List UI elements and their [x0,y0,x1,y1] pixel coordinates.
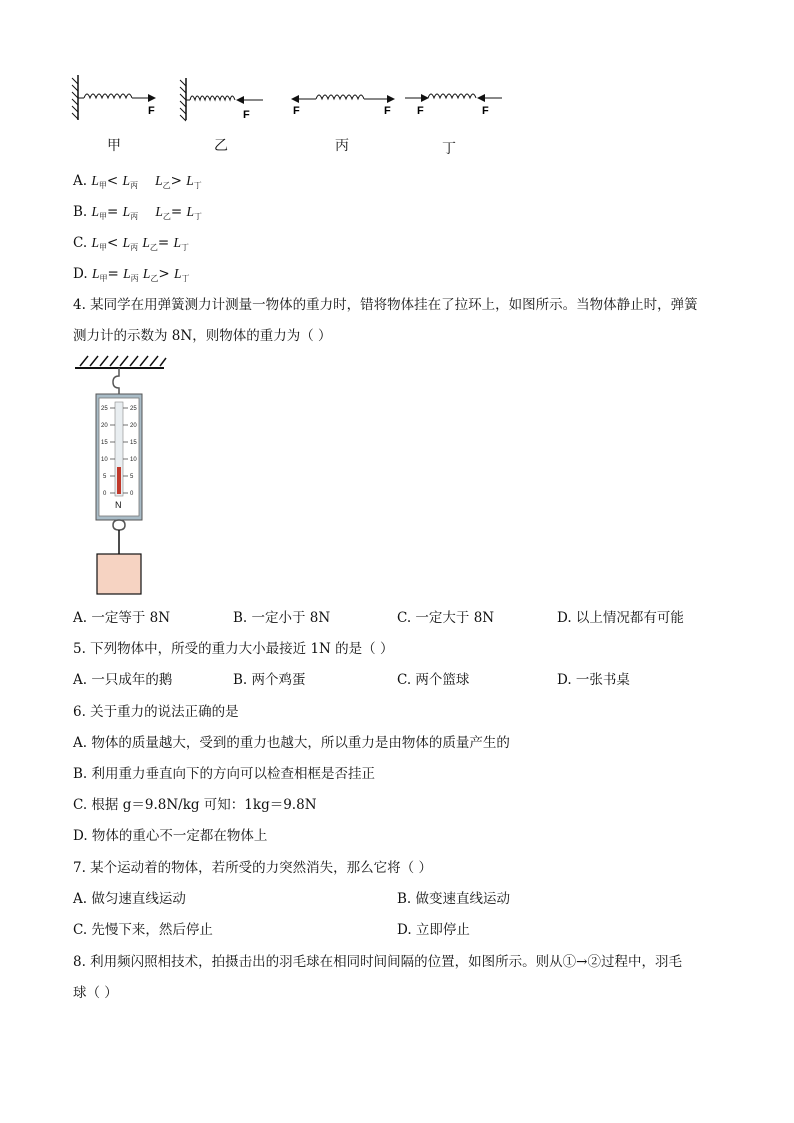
length-symbol: L [91,173,99,188]
caption-yi: 乙 [214,138,228,154]
length-subscript: 丙 [129,181,138,190]
relation-symbol: < [106,173,119,189]
length-subscript: 甲 [98,181,107,190]
scale-num-right-25: 25 [130,406,137,412]
length-symbol: L [186,173,194,188]
q5-stem: 5. 下列物体中，所受的重力大小最接近 1N 的是（ ） [73,641,394,657]
length-subscript: 丙 [130,212,139,221]
q7-option-d[interactable]: D. 立即停止 [397,922,470,938]
length-symbol: L [122,235,131,250]
q4-stem-line2: 测力计的示数为 8N，则物体的重力为（ ） [73,328,332,344]
q4-stem-line1: 4. 某同学在用弹簧测力计测量一物体的重力时，错将物体挂在了拉环上，如图所示。当物体静止时，弹簧 [73,297,698,313]
length-symbol: L [91,204,100,219]
q4-option-d[interactable]: D. 以上情况都有可能 [557,610,684,626]
relation-symbol: = [107,266,119,282]
scale-num-left-0: 0 [103,491,107,497]
length-subscript: 丙 [130,274,139,283]
q7-option-c[interactable]: C. 先慢下来，然后停止 [73,922,213,938]
spring-bing [292,95,394,117]
length-symbol: L [142,235,150,250]
q5-option-d[interactable]: D. 一张书桌 [557,672,630,688]
caption-ding: 丁 [442,141,456,157]
caption-bing: 丙 [335,138,349,154]
option-prefix: D. [73,266,92,282]
length-symbol: L [186,204,194,219]
force-label-jia: F [148,105,155,117]
length-symbol: L [174,266,182,281]
option-prefix: B. [73,204,92,220]
scale-num-left-25: 25 [101,406,108,412]
q3-option-a[interactable] [73,172,202,195]
scale-num-left-20: 20 [101,423,108,429]
q8-stem-line1: 8. 利用频闪照相技术，拍摄击出的羽毛球在相同时间间隔的位置，如图所示。则从①→②过程中，羽毛 [73,954,682,970]
length-symbol: L [173,235,182,250]
length-symbol: L [91,266,100,281]
q5-option-c[interactable]: C. 两个篮球 [397,672,470,688]
option-prefix: C. [73,235,92,251]
q7-option-a[interactable]: A. 做匀速直线运动 [73,891,186,907]
scale-num-right-15: 15 [130,440,137,446]
q3-option-b[interactable] [73,203,202,226]
force-label-ding-left: F [417,105,424,117]
scale-unit-label: N [115,500,122,510]
spacer [138,204,155,220]
length-subscript: 丁 [181,243,190,252]
length-subscript: 丁 [193,212,202,221]
q4-option-a[interactable]: A. 一定等于 8N [73,610,171,626]
force-label-bing-left: F [293,105,300,117]
length-subscript: 丙 [130,243,139,252]
scale-num-left-15: 15 [101,440,108,446]
length-subscript: 丁 [193,181,202,190]
spring-figure [0,60,794,190]
relation-symbol: = [170,204,183,220]
spring-jia [72,75,155,120]
q4-option-b[interactable]: B. 一定小于 8N [233,610,331,626]
q8-stem-line2: 球（ ） [73,985,118,1001]
length-subscript: 乙 [162,212,171,221]
scale-num-right-10: 10 [130,457,137,463]
length-subscript: 甲 [98,243,107,252]
spacer [138,173,155,189]
scale-num-right-20: 20 [130,423,137,429]
q7-option-b[interactable]: B. 做变速直线运动 [397,891,511,907]
relation-symbol: > [158,266,170,282]
q3-option-d[interactable] [73,265,190,288]
q7-stem: 7. 某个运动着的物体，若所受的力突然消失，那么它将（ ） [73,860,432,876]
force-label-yi: F [243,109,250,121]
q4-option-c[interactable]: C. 一定大于 8N [397,610,495,626]
length-symbol: L [122,204,131,219]
spring-ding [405,94,502,117]
length-subscript: 乙 [162,181,171,190]
relation-symbol: = [107,204,119,220]
q6-stem: 6. 关于重力的说法正确的是 [73,704,239,720]
length-subscript: 乙 [150,274,159,283]
q6-option-d[interactable]: D. 物体的重心不一定都在物体上 [73,828,268,844]
option-prefix: A. [73,173,92,189]
relation-symbol: < [106,235,119,251]
relation-symbol: = [157,235,170,251]
length-symbol: L [123,266,131,281]
q5-option-a[interactable]: A. 一只成年的鹅 [73,672,173,688]
force-label-ding-right: F [482,105,489,117]
relation-symbol: > [170,173,182,189]
force-label-bing-right: F [384,105,391,117]
length-symbol: L [91,235,99,250]
length-symbol: L [142,266,151,281]
scale-num-left-5: 5 [103,474,107,480]
q5-option-b[interactable]: B. 两个鸡蛋 [233,672,306,688]
scale-num-right-0: 0 [130,491,134,497]
length-subscript: 丁 [181,274,190,283]
scale-num-left-10: 10 [101,457,108,463]
q6-option-c[interactable]: C. 根据 g＝9.8N/kg 可知：1kg＝9.8N [73,797,317,813]
length-subscript: 乙 [149,243,158,252]
caption-jia: 甲 [107,138,121,154]
length-subscript: 甲 [99,212,108,221]
length-symbol: L [155,173,163,188]
spring-yi [180,78,263,121]
q6-option-a[interactable]: A. 物体的质量越大，受到的重力也越大，所以重力是由物体的质量产生的 [73,735,510,751]
q6-option-b[interactable]: B. 利用重力垂直向下的方向可以检查相框是否挂正 [73,766,376,782]
q3-option-c[interactable] [73,234,189,257]
scale-num-right-5: 5 [130,474,134,480]
length-symbol: L [122,173,130,188]
length-subscript: 甲 [99,274,108,283]
spring-scale-figure [72,354,172,599]
length-symbol: L [155,204,163,219]
